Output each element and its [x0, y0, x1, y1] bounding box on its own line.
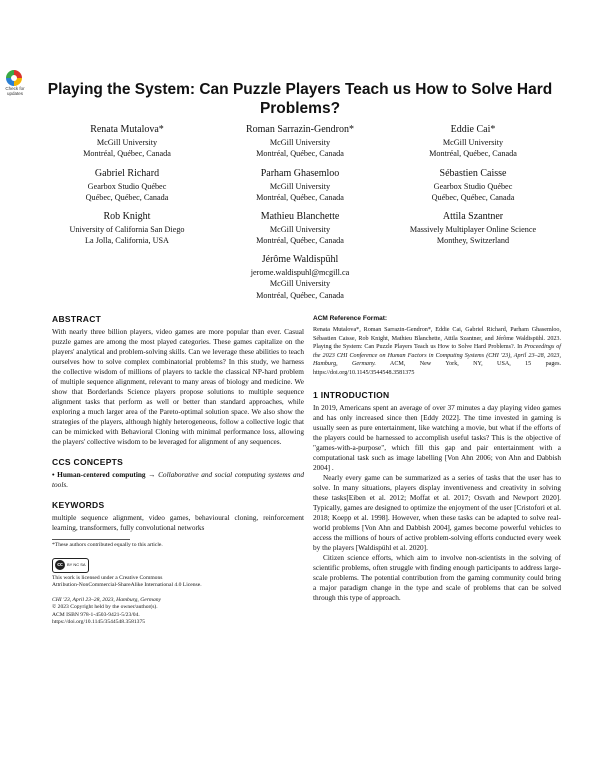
author-affiliation: McGill University [96, 137, 158, 147]
keywords-text: multiple sequence alignment, video games, behavioural cloning, reinforcement learning, transformers, fully convolutional networks [52, 513, 304, 532]
author-block [42, 211, 212, 247]
author-location: Montréal, Québec, Canada [256, 236, 344, 245]
license-line-1: This work is licensed under a Creative Commons [52, 574, 163, 581]
license-badge-sub: BY NC SA [67, 562, 86, 567]
author-location: Montréal, Québec, Canada [256, 193, 344, 202]
copyright-owner: © 2023 Copyright held by the owner/author(s). [52, 604, 158, 610]
paper-title: Playing the System: Can Puzzle Players Teach us How to Solve Hard Problems? [47, 81, 553, 117]
author-block [383, 211, 563, 247]
author-block [398, 168, 548, 204]
author-name: Mathieu Blanchette [260, 211, 340, 222]
left-column [52, 314, 304, 627]
copyright-block [52, 597, 304, 627]
ccs-bullet: • Human-centered computing [52, 470, 146, 479]
intro-paragraph: Citizen science efforts, which aim to involve non-scientists in the solving of scientific problems, often struggle with finding enough participants to address large-scale problems. The potential contribution from the gaming community could bring a major paradigm change in the type and scale of problems that can be solved through this type of approach. [313, 552, 561, 602]
footnote: *These authors contributed equally to this article. [52, 542, 163, 548]
author-block [52, 168, 202, 204]
author-affiliation: McGill University [269, 137, 331, 147]
author-name: Jérôme Waldispühl [261, 254, 339, 265]
badge-label: Check for updates [5, 86, 25, 96]
cc-license-badge[interactable] [52, 558, 89, 573]
author-block [398, 124, 548, 160]
author-affiliation: Gearbox Studio Québec [87, 181, 167, 191]
author-location: Monthey, Switzerland [436, 236, 510, 245]
author-location: Montréal, Québec, Canada [429, 149, 517, 158]
author-name: Attila Szantner [442, 211, 504, 222]
author-affiliation: Massively Multiplayer Online Science [409, 224, 537, 234]
author-block [225, 168, 375, 204]
author-block [225, 254, 375, 301]
author-location: Montréal, Québec, Canada [83, 149, 171, 158]
author-name: Sébastien Caisse [439, 168, 507, 179]
check-for-updates-badge[interactable] [4, 70, 26, 96]
author-affiliation: McGill University [269, 224, 331, 234]
author-location: Québec, Québec, Canada [431, 193, 515, 202]
author-affiliation: University of California San Diego [69, 224, 185, 234]
abstract-heading: ABSTRACT [52, 314, 102, 324]
author-name: Gabriel Richard [94, 168, 160, 179]
author-location: Montréal, Québec, Canada [256, 290, 344, 300]
author-affiliation: McGill University [269, 279, 331, 288]
author-name: Eddie Cai* [450, 124, 496, 135]
intro-paragraph: Nearly every game can be summarized as a series of tasks that the user has to solve. In many situations, players display inventiveness and creativity in solving these tasks[Eiben et al. 2012; Moffat et al. 2017; Osvath and Newport 2020]. Typically, games are designed to optimize the enjoyment of the user [Cristofori et al. 2018; Koepp et al. 1998]. However, when these tasks can be adapted to solve real-world problems [Von Ahn and Dabbish 2004], games become powerful vehicles to access the millions of hours of active problem-solving efforts conducted every week by the players [Waldispühl et al. 2020]. [313, 472, 561, 552]
crossmark-icon [6, 70, 22, 86]
author-location: Montréal, Québec, Canada [256, 149, 344, 158]
author-name: Roman Sarrazin-Gendron* [245, 124, 355, 135]
introduction-heading: 1 INTRODUCTION [313, 389, 390, 400]
author-name: Parham Ghasemloo [260, 168, 340, 179]
author-location: Québec, Québec, Canada [85, 193, 169, 202]
author-email: jerome.waldispuhl@mcgill.ca [250, 267, 350, 277]
author-affiliation: McGill University [442, 137, 504, 147]
author-block [225, 124, 375, 160]
author-affiliation: McGill University [269, 181, 331, 191]
intro-paragraph: In 2019, Americans spent an average of over 37 minutes a day playing video games and has only increased since then [Eddy 2022]. The time invested in gaming is usually seen as pure entertainment, like watching a movie, but what if the efforts of the players could be harnessed to accomplish useful tasks? This is the objective of "games-with-a-purpose", which fill this gap and pair entertainment with a computational task such as image labelling [Von Ahn 2006; von Ahn and Dabbish 2004] . [313, 402, 561, 472]
creative-commons-icon: cc [55, 560, 65, 570]
author-block [52, 124, 202, 160]
ccs-concept: Collaborative and social computing systems and tools. [52, 470, 305, 489]
license-block [52, 558, 304, 590]
ccs-heading: CCS CONCEPTS [52, 457, 124, 467]
author-block [225, 211, 375, 247]
ccs-concepts: • Human-centered computing → Collaborative and social computing systems and tools. [52, 470, 305, 489]
author-name: Renata Mutalova* [90, 124, 164, 135]
doi-link[interactable]: https://doi.org/10.1145/3544548.3581375 [52, 619, 146, 625]
author-location: La Jolla, California, USA [85, 236, 169, 245]
acm-ref-heading: ACM Reference Format: [313, 315, 388, 322]
venue: CHI '23, April 23–28, 2023, Hamburg, Germany [52, 596, 162, 603]
author-affiliation: Gearbox Studio Québec [433, 181, 513, 191]
acm-ref-proceedings: Proceedings of the 2023 CHI Conference on Human Factors in Computing Systems (CHI '23), April 23–28, 2023, Hamburg, Germany. [313, 344, 561, 368]
author-name: Rob Knight [103, 211, 151, 222]
license-line-2: Attribution-NonCommercial-ShareAlike International 4.0 License. [52, 582, 202, 588]
right-column [313, 314, 561, 603]
footnote-divider [52, 539, 130, 540]
abstract-text: With nearly three billion players, video games are more popular than ever. Casual puzzle games are among the most played categories. These games capitalize on the players' analytical and problem-solving skills. Can we leverage these abilities to teach ourselves how to solve complex combinatorial problems? In this study, we harness the collective wisdom of millions of players to tackle the classical NP-hard problem of multiple sequence alignment, relevant to many areas of biology and medicine. We show that Borderlands Science players propose solutions to multiple sequence alignment tasks that perform as well or better than standard approaches, while exploring a much larger area of the Pareto-optimal solution space. We also show the strategies of the players, although highly heterogeneous, follow a collective logic that can be mimicked with Behavioral Cloning with minimal performance loss, allowing the players' collective wisdom to be leveraged for alignment of any sequences. [52, 327, 304, 446]
keywords-heading: KEYWORDS [52, 500, 105, 510]
isbn: ACM ISBN 978-1-4503-9421-5/23/04. [52, 611, 140, 618]
acm-ref-text: Renata Mutalova*, Roman Sarrazin-Gendron*, Eddie Cai, Gabriel Richard, Parham Ghasemloo, Sébastien Caisse, Rob Knight, Mathieu Blanchette, Attila Szantner, and Jérôme Waldispühl. 2023. Playing the System: Can Puzzle Players Teach us How to Solve Hard Problems?. In Proceedings of the 2023 CHI Conference on Human Factors in Computing Systems (CHI '23), April 23–28, 2023, Hamburg, Germany. ACM, New York, NY, USA, 15 pages. https://doi.org/10.1145/3544548.3581375 [313, 327, 561, 376]
